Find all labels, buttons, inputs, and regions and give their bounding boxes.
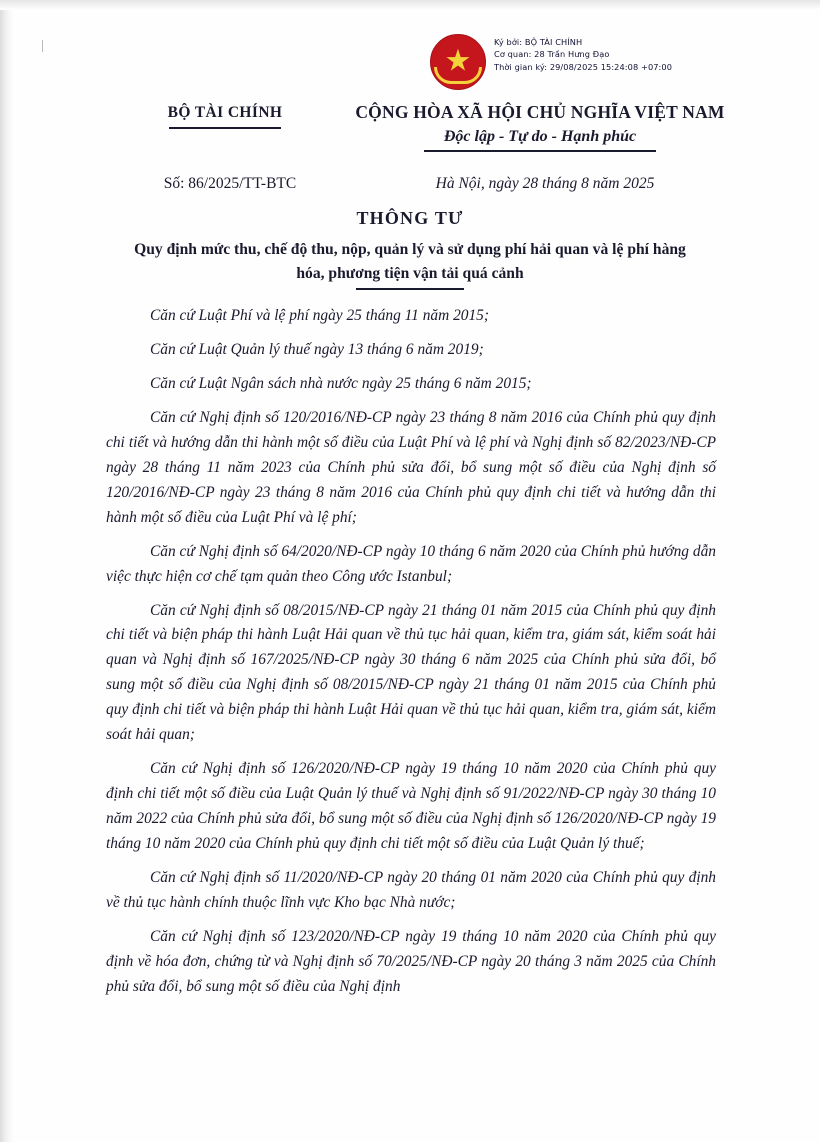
scan-tick-mark bbox=[42, 40, 43, 52]
scan-edge-top bbox=[0, 0, 820, 10]
signature-timestamp: Thời gian ký: 29/08/2025 15:24:08 +07:00 bbox=[494, 61, 673, 72]
scan-edge-left bbox=[0, 0, 14, 1142]
paragraph: Căn cứ Nghị định số 123/2020/NĐ-CP ngày 19 tháng 10 năm 2020 của Chính phủ quy định về hóa đơn, chứng từ và Nghị định số 70/2025/NĐ-CP ngày 20 tháng 3 năm 2025 của Chính phủ sửa đổi, bổ sung một số điều của Nghị định bbox=[106, 927, 716, 995]
paragraph: Căn cứ Luật Quản lý thuế ngày 13 tháng 6 năm 2019; bbox=[150, 340, 484, 358]
vietnam-emblem-icon bbox=[430, 34, 486, 90]
ministry-name: BỘ TÀI CHÍNH bbox=[167, 104, 283, 121]
title-underline bbox=[356, 288, 464, 290]
document-type: THÔNG TƯ bbox=[356, 208, 464, 228]
page-title: Quy định mức thu, chế độ thu, nộp, quản lý và sử dụng phí hải quan và lệ phí hàng hóa, phương tiện vận tải quá cảnh bbox=[134, 241, 686, 283]
place-and-date: Hà Nội, ngày 28 tháng 8 năm 2025 bbox=[435, 175, 655, 192]
national-heading-block bbox=[330, 102, 750, 152]
document-body bbox=[106, 304, 716, 1000]
paragraph: Căn cứ Nghị định số 11/2020/NĐ-CP ngày 20 tháng 01 năm 2020 của Chính phủ quy định về thủ tục hành chính thuộc lĩnh vực Kho bạc Nhà nước; bbox=[106, 869, 716, 912]
paragraph: Căn cứ Nghị định số 64/2020/NĐ-CP ngày 10 tháng 6 năm 2020 của Chính phủ hướng dẫn việc thực hiện cơ chế tạm quản theo Công ước Istanbul; bbox=[106, 542, 716, 585]
digital-signature-stamp bbox=[430, 34, 672, 90]
document-number: Số: 86/2025/TT-BTC bbox=[163, 175, 297, 192]
nation-underline bbox=[424, 150, 656, 152]
paragraph: Căn cứ Nghị định số 120/2016/NĐ-CP ngày 23 tháng 8 năm 2016 của Chính phủ quy định chi tiết và hướng dẫn thi hành một số điều của Luật Phí và lệ phí và Nghị định số 82/2023/NĐ-CP ngày 28 tháng 11 năm 2023 của Chính phủ sửa đổi, bổ sung một số điều của Nghị định số 120/2016/NĐ-CP ngày 23 tháng 8 năm 2016 của Chính phủ quy định chi tiết và hướng dẫn thi hành một số điều của Luật Phí và lệ phí; bbox=[106, 408, 716, 526]
rice-ears-icon bbox=[434, 67, 482, 84]
signature-organization: Cơ quan: 28 Trần Hưng Đạo bbox=[494, 49, 610, 60]
paragraph: Căn cứ Luật Phí và lệ phí ngày 25 tháng 11 năm 2015; bbox=[150, 307, 489, 324]
signature-text bbox=[494, 34, 672, 73]
ministry-block bbox=[110, 104, 340, 129]
star-icon: ★ bbox=[444, 44, 472, 78]
signature-signer: Ký bởi: BỘ TÀI CHÍNH bbox=[494, 37, 583, 47]
paragraph: Căn cứ Luật Ngân sách nhà nước ngày 25 tháng 6 năm 2015; bbox=[150, 374, 532, 392]
nation-name: CỘNG HÒA XÃ HỘI CHỦ NGHĨA VIỆT NAM bbox=[355, 102, 725, 122]
nation-motto: Độc lập - Tự do - Hạnh phúc bbox=[443, 128, 637, 145]
paragraph: Căn cứ Nghị định số 126/2020/NĐ-CP ngày 19 tháng 10 năm 2020 của Chính phủ quy định chi tiết một số điều của Luật Quản lý thuế và Nghị định số 91/2022/NĐ-CP ngày 30 tháng 10 năm 2022 của Chính phủ sửa đổi, bổ sung một số điều của Nghị định số 126/2020/NĐ-CP ngày 19 tháng 10 năm 2020 của Chính phủ quy định chi tiết một số điều của Luật Quản lý thuế; bbox=[106, 760, 716, 853]
ministry-underline bbox=[169, 127, 281, 129]
paragraph: Căn cứ Nghị định số 08/2015/NĐ-CP ngày 21 tháng 01 năm 2015 của Chính phủ quy định chi tiết và biện pháp thi hành Luật Hải quan về thủ tục hải quan, kiểm tra, giám sát, kiểm soát hải quan và Nghị định số 167/2025/NĐ-CP ngày 30 tháng 6 năm 2025 của Chính phủ sửa đổi, bổ sung một số điều của Nghị định số 08/2015/NĐ-CP ngày 21 tháng 01 năm 2015 của Chính phủ quy định chi tiết và biện pháp thi hành Luật Hải quan về thủ tục hải quan, kiểm tra, giám sát, kiểm soát hải quan; bbox=[106, 601, 716, 744]
